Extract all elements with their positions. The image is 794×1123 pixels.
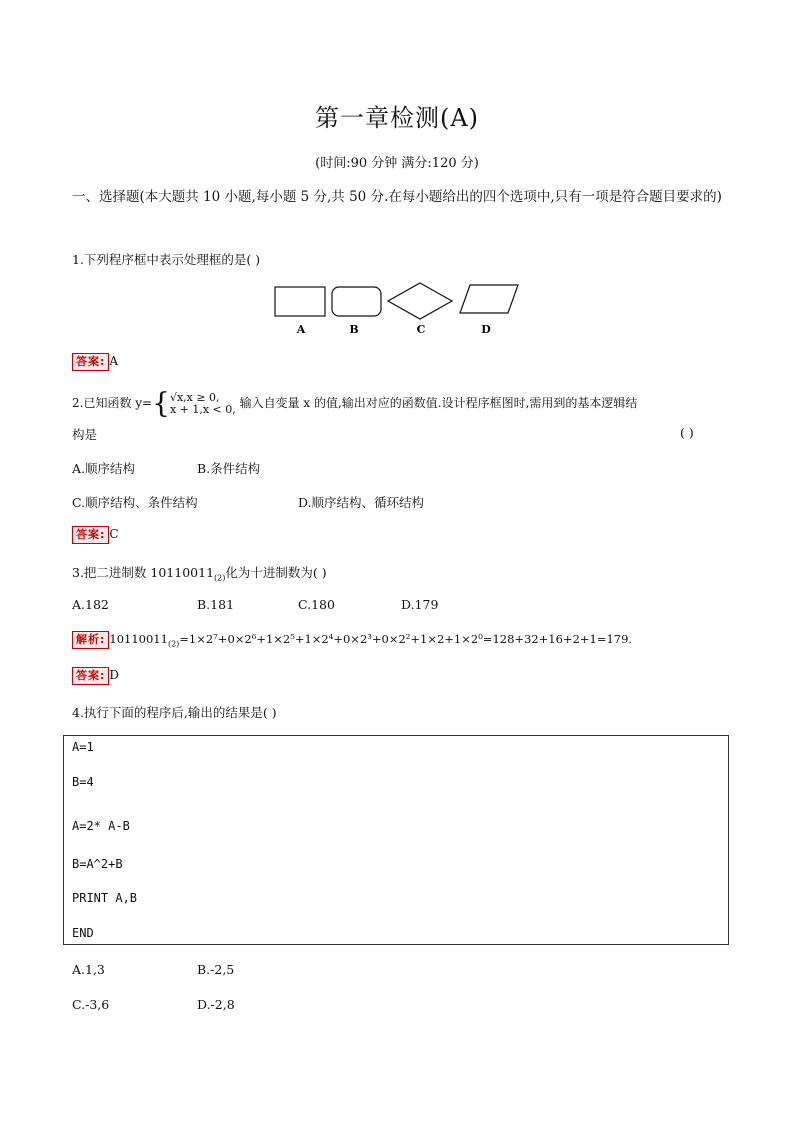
shape-io-parallelogram: [460, 285, 518, 313]
q2-stem: [72, 386, 638, 420]
q3-answer-row: [72, 667, 119, 685]
code-line: PRINT A,B: [72, 891, 138, 905]
q3-stem-prefix: 3.把二进制数 10110011: [72, 565, 215, 580]
q2-answer: C: [109, 527, 119, 541]
q3-answer: D: [109, 668, 120, 682]
answer-tag: 答案:: [72, 353, 109, 371]
q4-option-b: B.-2,5: [197, 962, 235, 977]
code-line: A=1: [72, 740, 94, 754]
shape-decision-diamond: [388, 283, 452, 319]
answer-tag: 答案:: [72, 667, 109, 685]
piece-1: √x,x ≥ 0,: [169, 390, 220, 404]
q2-answer-row: [72, 526, 119, 544]
q2-option-d: D.顺序结构、循环结构: [298, 495, 425, 510]
piece-2: x + 1,x < 0,: [169, 402, 236, 416]
answer-tag: 答案:: [72, 526, 109, 544]
q4-option-d: D.-2,8: [197, 997, 235, 1012]
q2-paren: ( ): [680, 425, 694, 440]
page-title: 第一章检测(A): [314, 104, 480, 132]
q1-answer: A: [109, 354, 119, 368]
q2-option-a: A.顺序结构: [72, 461, 136, 476]
piecewise-definition: [170, 392, 236, 416]
analysis-tag: 解析:: [72, 631, 109, 649]
q3-option-c: C.180: [298, 597, 335, 612]
label-a: A: [296, 323, 306, 336]
code-line: B=4: [72, 775, 94, 789]
shape-terminal-rounded: [332, 287, 381, 316]
q2-stem-prefix: 2.已知函数 y=: [72, 396, 153, 410]
q3-stem-sub: (2): [214, 573, 226, 583]
shape-process-rect: [275, 287, 325, 316]
q4-option-a: A.1,3: [72, 962, 105, 977]
exam-info: (时间:90 分钟 满分:120 分): [315, 156, 479, 171]
flowchart-shapes-figure: [270, 280, 525, 342]
q2-stem-suffix: 输入自变量 x 的值,输出对应的函数值.设计程序框图时,需用到的基本逻辑结: [239, 396, 638, 410]
label-c: C: [416, 323, 426, 336]
program-code-box: [63, 735, 729, 945]
section-heading: 一、选择题(本大题共 10 小题,每小题 5 分,共 50 分.在每小题给出的四个选项中,只有一项是符合题目要求的): [72, 189, 722, 205]
q3-analysis-prefix: 10110011: [109, 632, 168, 646]
label-b: B: [349, 323, 359, 336]
code-line: B=A^2+B: [72, 857, 123, 871]
q2-stem-line2: 构是: [72, 427, 98, 442]
q4-option-c: C.-3,6: [72, 997, 110, 1012]
label-d: D: [481, 323, 491, 336]
q3-analysis-sub: (2): [167, 639, 180, 649]
q1-answer-row: [72, 353, 118, 371]
q1-stem: 1.下列程序框中表示处理框的是( ): [72, 252, 261, 267]
q2-option-c: C.顺序结构、条件结构: [72, 495, 198, 510]
q3-analysis-row: [72, 631, 632, 649]
code-line: END: [72, 926, 94, 940]
q3-option-a: A.182: [72, 597, 109, 612]
q4-stem: 4.执行下面的程序后,输出的结果是( ): [72, 705, 277, 720]
q3-analysis-body: =1×2⁷+0×2⁶+1×2⁵+1×2⁴+0×2³+0×2²+1×2+1×2⁰=128+32+16+2+1=179.: [179, 632, 633, 646]
q2-option-b: B.条件结构: [197, 461, 261, 476]
code-line: A=2* A-B: [72, 819, 130, 833]
q3-stem-suffix: 化为十进制数为( ): [225, 565, 327, 580]
piecewise-brace: {: [152, 386, 170, 420]
q3-option-b: B.181: [197, 597, 235, 612]
q3-stem: [72, 563, 327, 583]
q3-option-d: D.179: [401, 597, 439, 612]
